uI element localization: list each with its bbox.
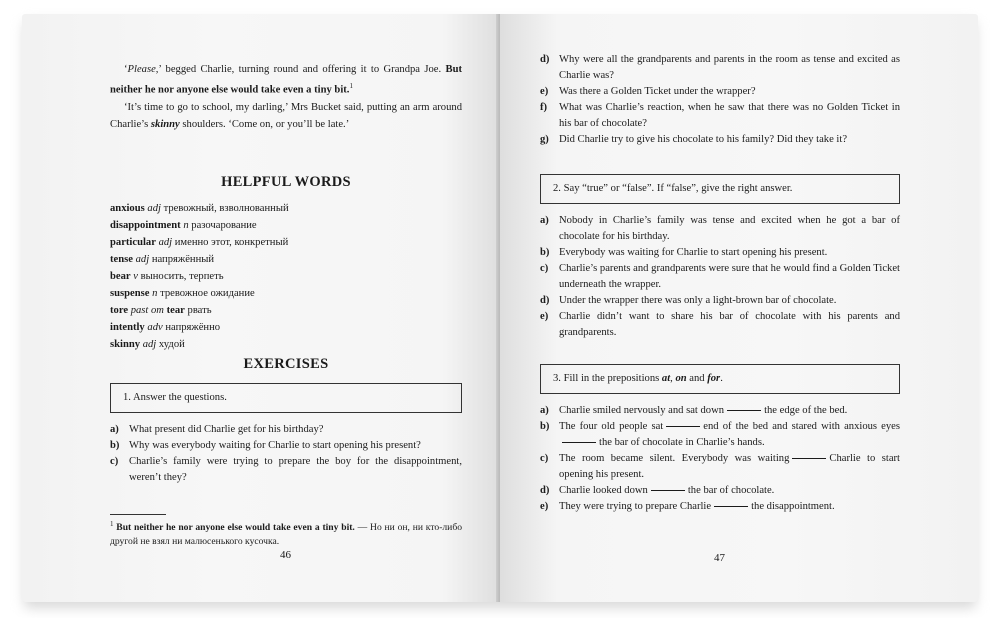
answer-blank[interactable] [727, 409, 761, 411]
list-item: d) Under the wrapper there was only a light-brown bar of chocolate. [540, 295, 837, 306]
list-item: b) The four old people sat end of the bed and stared with anxious eyesthe bar of chocolate in Charlie’s hands. [540, 421, 901, 448]
page-number-left: 46 [280, 549, 291, 561]
exercise-2-title-box [540, 174, 900, 204]
footnote-mark: 1 [349, 82, 353, 90]
left-page [22, 14, 500, 602]
answer-blank[interactable] [792, 457, 826, 459]
list-item: c) Charlie’s family were trying to prepare the boy for the disappointment, weren’t they? [110, 456, 462, 483]
exercise-1-list [110, 422, 462, 486]
vocab-entry: bear v выносить, терпеть [110, 271, 224, 282]
bold-sentence: But neither he nor anyone else would take even a tiny bit. [110, 64, 462, 96]
answer-blank[interactable] [651, 489, 685, 491]
exercise-3-title-box [540, 364, 900, 394]
exercises-heading: EXERCISES [243, 356, 329, 372]
list-item: b) Everybody was waiting for Charlie to start opening his present. [540, 247, 828, 258]
footnote-divider [110, 514, 166, 515]
vocab-entry: skinny adj худой [110, 339, 185, 350]
vocab-entry: particular adj именно этот, конкретный [110, 237, 289, 248]
list-item: f) What was Charlie’s reaction, when he saw that there was no Golden Ticket in his bar of chocolate? [540, 102, 900, 129]
vocabulary-list [110, 200, 462, 353]
list-item: a) Nobody in Charlie’s family was tense and excited when he got a bar of chocolate for his birthday. [540, 215, 900, 242]
exercise-3-list [540, 403, 900, 515]
exercise-1-continued [540, 52, 900, 148]
list-item: d) Why were all the grandparents and parents in the room as tense and excited as Charlie was? [540, 54, 900, 81]
skinny-word: skinny [150, 118, 180, 130]
exercise-3-title: 3. Fill in the prepositions at, on and for. [553, 373, 723, 384]
story-text [110, 61, 462, 133]
list-item: g) Did Charlie try to give his chocolate to his family? Did they take it? [540, 134, 848, 145]
answer-blank[interactable] [562, 441, 596, 443]
list-item: e) Was there a Golden Ticket under the wrapper? [540, 86, 756, 97]
helpful-words-heading: HELPFUL WORDS [221, 174, 351, 190]
list-item: e) Charlie didn’t want to share his bar of chocolate with his parents and grandparents. [540, 311, 900, 338]
paragraph-text: ’ begged Charlie, turning round and offering it to Grandpa Joe. [158, 64, 446, 75]
list-item: a) What present did Charlie get for his birthday? [110, 424, 324, 435]
vocab-entry: suspense n тревожное ожидание [110, 288, 255, 299]
list-item: b) Why was everybody waiting for Charlie to start opening his present? [110, 440, 421, 451]
exercise-2-title: 2. Say “true” or “false”. If “false”, give the right answer. [553, 183, 793, 194]
exercise-2-list [540, 213, 900, 341]
footnote [110, 517, 462, 549]
quote-mark: ‘ [124, 64, 128, 75]
list-item: e) They were trying to prepare Charlie the disappointment. [540, 501, 835, 512]
vocab-entry: tore past от tear рвать [110, 305, 212, 316]
page-number-right: 47 [714, 552, 725, 564]
answer-blank[interactable] [714, 505, 748, 507]
footnote-mark: 1 [110, 520, 114, 528]
open-book [22, 14, 978, 604]
exercise-1-title-box [110, 383, 462, 413]
paragraph-text: ‘It’s time to go to school, my darling,’ Mrs Bucket said, putting an arm around Charlie’s [110, 101, 462, 130]
list-item: c) The room became silent. Everybody was waiting Charlie to start opening his present. [540, 453, 900, 480]
list-item: a) Charlie smiled nervously and sat down the edge of the bed. [540, 405, 848, 416]
vocab-entry: disappointment n разочарование [110, 220, 257, 231]
answer-blank[interactable] [666, 425, 700, 427]
please-word: Please, [127, 64, 159, 75]
vocab-entry: intently adv напряжённо [110, 322, 221, 333]
exercise-1-title: 1. Answer the questions. [123, 392, 227, 403]
story-paragraph-2 [110, 99, 462, 133]
paragraph-text: shoulders. ‘Come on, or you’ll be late.’ [179, 118, 350, 130]
list-item: d) Charlie looked down the bar of chocolate. [540, 485, 775, 496]
vocab-entry: anxious adj тревожный, взволнованный [110, 203, 289, 214]
list-item: c) Charlie’s parents and grandparents were sure that he would find a Golden Ticket underneath the wrapper. [540, 263, 900, 290]
story-paragraph-1 [110, 61, 462, 99]
vocab-entry: tense adj напряжённый [110, 254, 215, 265]
footnote-bold: But neither he nor anyone else would take even a tiny bit. [116, 522, 355, 534]
footnote-translation: — Но ни он, ни кто-либо другой не взял ни малюсенького кусочка. [110, 522, 462, 548]
